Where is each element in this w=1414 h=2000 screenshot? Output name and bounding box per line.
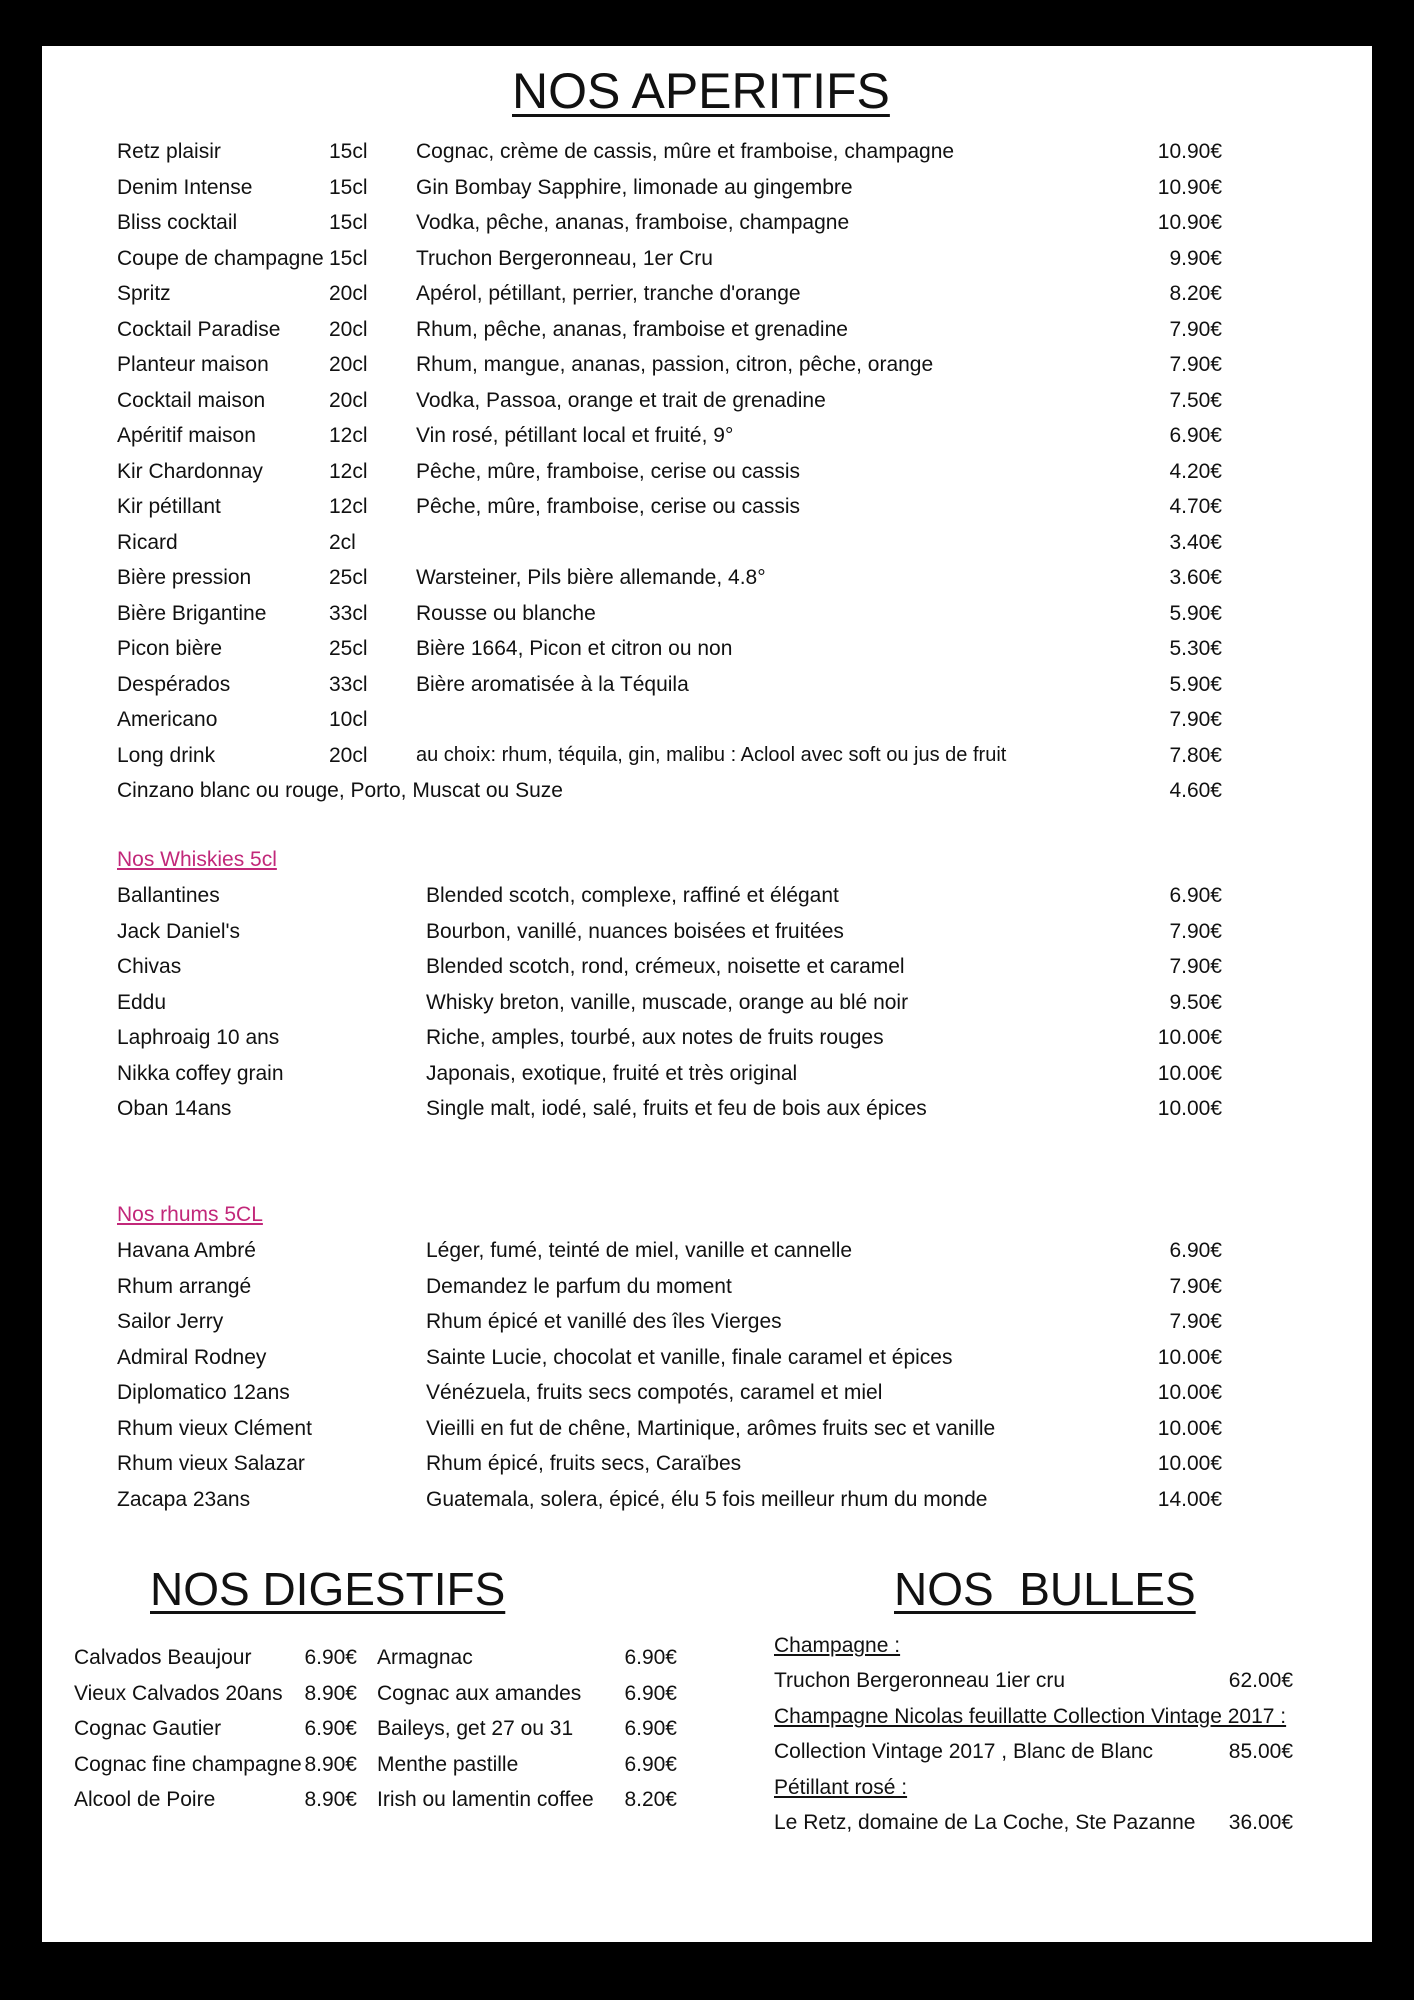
- item-name: Alcool de Poire: [74, 1788, 216, 1811]
- item-volume: 2cl: [329, 530, 356, 554]
- item-name: Rhum vieux Clément: [117, 1416, 312, 1440]
- item-description: au choix: rhum, téquila, gin, malibu : Aclool avec soft ou jus de fruit: [416, 743, 1007, 766]
- item-name: Spritz: [117, 282, 171, 305]
- item-price: 36.00€: [1228, 1811, 1293, 1834]
- rhums-row: [42, 1275, 1372, 1310]
- aperitif-row: [42, 460, 1372, 495]
- aperitif-row: [42, 566, 1372, 601]
- aperitif-row: [42, 495, 1372, 530]
- rhums-row: [42, 1417, 1372, 1452]
- item-price: 7.90€: [1169, 1274, 1222, 1298]
- item-price: 10.00€: [1157, 1061, 1222, 1085]
- whiskies-row: [42, 1097, 1372, 1132]
- aperitif-row: [42, 637, 1372, 672]
- bulles-group-header: Champagne :: [774, 1634, 901, 1657]
- item-price: 6.90€: [624, 1681, 677, 1705]
- item-price: 5.30€: [1169, 637, 1222, 660]
- item-name: Cognac fine champagne: [74, 1752, 302, 1776]
- item-name: Admiral Rodney: [117, 1345, 267, 1369]
- item-price: 10.90€: [1157, 211, 1222, 234]
- item-name: Apéritif maison: [117, 424, 256, 447]
- item-volume: 20cl: [329, 353, 368, 376]
- item-name: Collection Vintage 2017 , Blanc de Blanc: [774, 1740, 1154, 1763]
- rhums-row: [42, 1239, 1372, 1274]
- bulles-group-header: Pétillant rosé :: [774, 1776, 908, 1799]
- aperitif-row: [42, 424, 1372, 459]
- item-price: 10.00€: [1157, 1097, 1222, 1120]
- item-description: Vénézuela, fruits secs compotés, caramel et miel: [426, 1381, 883, 1404]
- whiskies-row: [42, 920, 1372, 955]
- item-name: Truchon Bergeronneau 1ier cru: [774, 1669, 1066, 1692]
- item-name: Despérados: [117, 672, 231, 696]
- item-name: Retz plaisir: [117, 140, 221, 163]
- item-price: 7.90€: [1169, 955, 1222, 978]
- item-name: Americano: [117, 708, 218, 731]
- aperitif-row: [42, 779, 1372, 814]
- item-description: Rhum épicé et vanillé des îles Vierges: [426, 1310, 782, 1333]
- item-volume: 12cl: [329, 459, 368, 483]
- item-name: Cognac aux amandes: [377, 1681, 582, 1705]
- item-name: Long drink: [117, 743, 216, 767]
- item-description: Rhum, mangue, ananas, passion, citron, pêche, orange: [416, 353, 934, 376]
- bulles-row: [42, 1740, 1372, 1775]
- aperitif-row: [42, 211, 1372, 246]
- rhums-row: [42, 1346, 1372, 1381]
- bulles-row: [42, 1811, 1372, 1846]
- item-price: 3.40€: [1169, 530, 1222, 554]
- item-description: Demandez le parfum du moment: [426, 1274, 732, 1298]
- bulles-row: [42, 1669, 1372, 1704]
- aperitif-row: [42, 602, 1372, 637]
- item-name: Armagnac: [377, 1646, 473, 1669]
- item-price: 10.00€: [1157, 1345, 1222, 1369]
- item-name: Cocktail Paradise: [117, 317, 281, 341]
- item-description: Rhum, pêche, ananas, framboise et grenadine: [416, 317, 848, 341]
- item-description: Blended scotch, rond, crémeux, noisette et caramel: [426, 955, 905, 978]
- item-description: Whisky breton, vanille, muscade, orange au blé noir: [426, 990, 909, 1014]
- item-description: Bière 1664, Picon et citron ou non: [416, 637, 733, 660]
- item-name: Calvados Beaujour: [74, 1646, 252, 1669]
- item-volume: 25cl: [329, 566, 368, 589]
- item-name: Irish ou lamentin coffee: [377, 1788, 594, 1811]
- item-price: 6.90€: [1169, 424, 1222, 447]
- item-name: Oban 14ans: [117, 1097, 232, 1120]
- item-price: 7.90€: [1169, 317, 1222, 341]
- aperitif-row: [42, 744, 1372, 779]
- bulles-group-header: Champagne Nicolas feuillatte Collection Vintage 2017 :: [774, 1705, 1287, 1728]
- item-price: 10.00€: [1157, 1416, 1222, 1440]
- item-volume: 15cl: [329, 175, 368, 199]
- item-price: 10.00€: [1157, 1026, 1222, 1049]
- item-name: Ballantines: [117, 884, 220, 907]
- digestifs-title: NOS DIGESTIFS: [150, 1563, 506, 1615]
- item-volume: 25cl: [329, 637, 368, 660]
- item-description: Apérol, pétillant, perrier, tranche d'orange: [416, 282, 801, 305]
- item-name: Cognac Gautier: [74, 1717, 222, 1740]
- whiskies-row: [42, 1026, 1372, 1061]
- item-description: Single malt, iodé, salé, fruits et feu de bois aux épices: [426, 1097, 927, 1120]
- item-description: Cognac, crème de cassis, mûre et framboise, champagne: [416, 140, 955, 163]
- whiskies-row: [42, 1062, 1372, 1097]
- item-price: 8.20€: [624, 1788, 677, 1811]
- item-description: Blended scotch, complexe, raffiné et élégant: [426, 884, 839, 907]
- item-price: 85.00€: [1228, 1740, 1293, 1763]
- item-price: 6.90€: [304, 1717, 357, 1740]
- item-price: 8.90€: [304, 1681, 357, 1705]
- item-price: 6.90€: [624, 1752, 677, 1776]
- item-description: Rhum épicé, fruits secs, Caraïbes: [426, 1452, 742, 1475]
- item-price: 6.90€: [1169, 1239, 1222, 1262]
- item-price: 6.90€: [1169, 884, 1222, 907]
- item-name: Havana Ambré: [117, 1239, 256, 1262]
- aperitif-row: [42, 708, 1372, 743]
- item-description: Vodka, Passoa, orange et trait de grenadine: [416, 388, 826, 412]
- item-name: Chivas: [117, 955, 182, 978]
- item-name: Eddu: [117, 990, 167, 1014]
- item-description: Vodka, pêche, ananas, framboise, champagne: [416, 211, 850, 234]
- item-price: 8.90€: [304, 1788, 357, 1811]
- item-name: Bliss cocktail: [117, 211, 238, 234]
- item-description: Bière aromatisée à la Téquila: [416, 672, 689, 696]
- item-description: Japonais, exotique, fruité et très original: [426, 1061, 798, 1085]
- item-volume: 12cl: [329, 424, 368, 447]
- item-price: 9.90€: [1169, 246, 1222, 270]
- whiskies-row: [42, 884, 1372, 919]
- item-name: Kir pétillant: [117, 495, 221, 518]
- item-price: 9.50€: [1169, 990, 1222, 1014]
- item-volume: 15cl: [329, 211, 368, 234]
- item-description: Riche, amples, tourbé, aux notes de fruits rouges: [426, 1026, 884, 1049]
- item-name: Cocktail maison: [117, 388, 266, 412]
- item-name: Cinzano blanc ou rouge, Porto, Muscat ou Suze: [117, 779, 563, 802]
- item-price: 4.70€: [1169, 495, 1222, 518]
- item-price: 7.90€: [1169, 919, 1222, 943]
- item-name: Coupe de champagne: [117, 246, 324, 270]
- item-volume: 33cl: [329, 672, 368, 696]
- aperitif-row: [42, 176, 1372, 211]
- item-name: Zacapa 23ans: [117, 1487, 251, 1511]
- item-description: Bourbon, vanillé, nuances boisées et fruitées: [426, 919, 844, 943]
- rhums-row: [42, 1488, 1372, 1523]
- item-name: Planteur maison: [117, 353, 269, 376]
- item-name: Le Retz, domaine de La Coche, Ste Pazanne: [774, 1811, 1196, 1834]
- item-volume: 20cl: [329, 317, 368, 341]
- item-description: Warsteiner, Pils bière allemande, 4.8°: [416, 566, 766, 589]
- item-price: 10.90€: [1157, 175, 1222, 199]
- aperitif-row: [42, 247, 1372, 282]
- item-volume: 12cl: [329, 495, 368, 518]
- item-price: 5.90€: [1169, 601, 1222, 625]
- aperitifs-title: NOS APERITIFS: [512, 63, 890, 119]
- aperitif-row: [42, 318, 1372, 353]
- item-description: Rousse ou blanche: [416, 601, 596, 625]
- item-price: 4.20€: [1169, 459, 1222, 483]
- item-price: 6.90€: [624, 1717, 677, 1740]
- item-name: Jack Daniel's: [117, 919, 241, 943]
- item-price: 3.60€: [1169, 566, 1222, 589]
- item-name: Diplomatico 12ans: [117, 1381, 290, 1404]
- item-name: Denim Intense: [117, 175, 253, 199]
- item-description: Pêche, mûre, framboise, cerise ou cassis: [416, 459, 800, 483]
- aperitif-row: [42, 353, 1372, 388]
- item-price: 7.90€: [1169, 708, 1222, 731]
- item-volume: 15cl: [329, 140, 368, 163]
- item-name: Laphroaig 10 ans: [117, 1026, 280, 1049]
- rhums-row: [42, 1381, 1372, 1416]
- item-price: 6.90€: [304, 1646, 357, 1669]
- item-description: Guatemala, solera, épicé, élu 5 fois meilleur rhum du monde: [426, 1487, 988, 1511]
- whiskies-subtitle: Nos Whiskies 5cl: [117, 848, 277, 871]
- aperitif-row: [42, 389, 1372, 424]
- item-price: 6.90€: [624, 1646, 677, 1669]
- item-description: Léger, fumé, teinté de miel, vanille et cannelle: [426, 1239, 853, 1262]
- item-name: Vieux Calvados 20ans: [74, 1681, 283, 1705]
- item-price: 7.90€: [1169, 353, 1222, 376]
- item-price: 4.60€: [1169, 779, 1222, 802]
- item-volume: 20cl: [329, 282, 368, 305]
- item-description: Gin Bombay Sapphire, limonade au gingembre: [416, 175, 853, 199]
- whiskies-row: [42, 955, 1372, 990]
- item-price: 10.00€: [1157, 1452, 1222, 1475]
- item-name: Baileys, get 27 ou 31: [377, 1717, 574, 1740]
- item-name: Bière pression: [117, 566, 252, 589]
- item-name: Sailor Jerry: [117, 1310, 224, 1333]
- item-price: 10.90€: [1157, 140, 1222, 163]
- item-price: 10.00€: [1157, 1381, 1222, 1404]
- bulles-title: NOS BULLES: [894, 1563, 1196, 1615]
- item-name: Kir Chardonnay: [117, 459, 263, 483]
- item-description: Vin rosé, pétillant local et fruité, 9°: [416, 424, 734, 447]
- item-price: 14.00€: [1157, 1487, 1222, 1511]
- item-name: Rhum vieux Salazar: [117, 1452, 305, 1475]
- whiskies-row: [42, 991, 1372, 1026]
- aperitif-row: [42, 673, 1372, 708]
- rhums-row: [42, 1452, 1372, 1487]
- aperitif-row: [42, 531, 1372, 566]
- menu-page: [42, 46, 1372, 1942]
- item-name: Menthe pastille: [377, 1752, 519, 1776]
- item-volume: 20cl: [329, 743, 368, 767]
- item-price: 8.20€: [1169, 282, 1222, 305]
- item-price: 62.00€: [1228, 1669, 1293, 1692]
- rhums-subtitle: Nos rhums 5CL: [117, 1203, 263, 1226]
- item-volume: 33cl: [329, 601, 368, 625]
- item-price: 8.90€: [304, 1752, 357, 1776]
- item-volume: 20cl: [329, 388, 368, 412]
- item-name: Ricard: [117, 530, 178, 554]
- aperitif-row: [42, 282, 1372, 317]
- rhums-row: [42, 1310, 1372, 1345]
- item-name: Nikka coffey grain: [117, 1061, 284, 1085]
- item-price: 7.80€: [1169, 743, 1222, 767]
- item-description: Vieilli en fut de chêne, Martinique, arômes fruits sec et vanille: [426, 1416, 996, 1440]
- item-volume: 15cl: [329, 246, 368, 270]
- item-price: 7.50€: [1169, 388, 1222, 412]
- item-description: Sainte Lucie, chocolat et vanille, finale caramel et épices: [426, 1345, 953, 1369]
- item-price: 7.90€: [1169, 1310, 1222, 1333]
- item-price: 5.90€: [1169, 672, 1222, 696]
- item-description: Pêche, mûre, framboise, cerise ou cassis: [416, 495, 800, 518]
- item-name: Picon bière: [117, 637, 223, 660]
- item-volume: 10cl: [329, 708, 368, 731]
- item-name: Rhum arrangé: [117, 1274, 252, 1298]
- item-name: Bière Brigantine: [117, 601, 267, 625]
- aperitif-row: [42, 140, 1372, 175]
- item-description: Truchon Bergeronneau, 1er Cru: [416, 246, 713, 270]
